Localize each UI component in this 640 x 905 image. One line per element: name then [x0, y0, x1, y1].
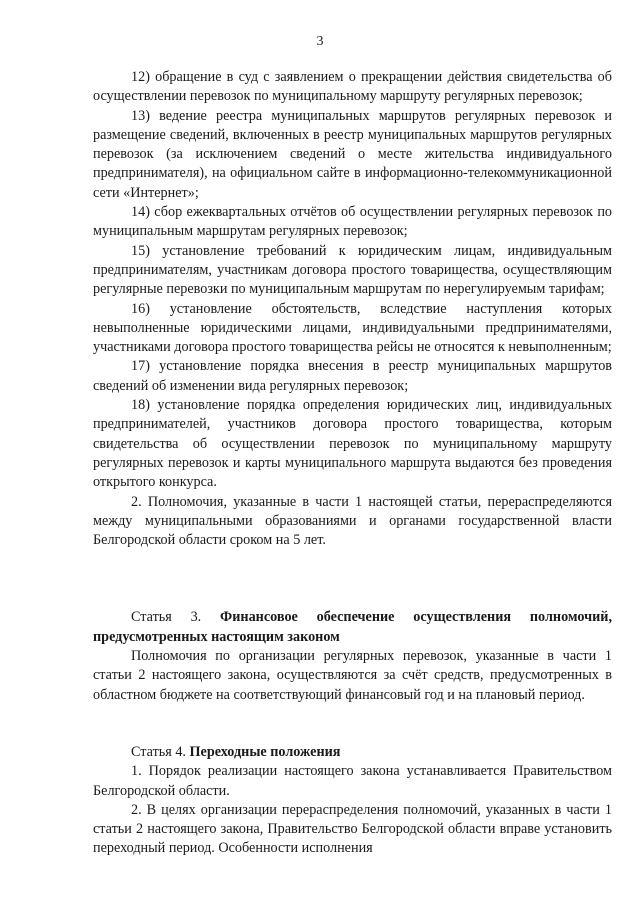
page-number: 3 [316, 34, 324, 49]
list-item-17: 17) установление порядка внесения в реестр муниципальных маршрутов сведений об изменении вида регулярных перевозок; [93, 358, 612, 394]
article-3-text: Полномочия по организации регулярных перевозок, указанные в части 1 статьи 2 настоящего закона, осуществляются за счёт средств, предусмотренных в областном бюджете на соответствующий финансовый год и на плановый период. [93, 648, 612, 703]
list-item-16: 16) установление обстоятельств, вследствие наступления которых невыполненные юридическими лицами, индивидуальными предпринимателями, участниками договора простого товарищества рейсы не относятся к невыполненным; [93, 300, 612, 356]
article-4-paragraph-2: 2. В целях организации перераспределения полномочий, указанных в части 1 статьи 2 настоящего закона, Правительство Белгородской области вправе установить переходный период. Особенности исполнения [93, 801, 612, 857]
list-item-12: 12) обращение в суд с заявлением о прекращении действия свидетельства об осуществлении перевозок по муниципальному маршруту регулярных перевозок; [93, 69, 612, 105]
article-3-heading [93, 608, 612, 647]
article-4-label: Статья 4. [131, 743, 186, 760]
list-item-13: 13) ведение реестра муниципальных маршрутов регулярных перевозок и размещение сведений, включенных в реестр муниципальных маршрутов регулярных перевозок (за исключением сведений о месте жительства индивидуального предпринимателя), на официальном сайте в информационно-телекоммуникационной сети «Интернет»; [93, 107, 612, 201]
list-item-18: 18) установление порядка определения юридических лиц, индивидуальных предпринимателей, участников договора простого товарищества, которым свидетельства об осуществлении перевозок по муниципальному маршруту регулярных перевозок и карты муниципального маршрута выдаются без проведения открытого конкурса. [93, 397, 612, 491]
article-4-paragraph-1: 1. Порядок реализации настоящего закона устанавливается Правительством Белгородской области. [93, 763, 612, 799]
article-3-title: Финансовое обеспечение осуществления полномочий, предусмотренных настоящим законом [93, 609, 613, 645]
article-4-title: Переходные положения [189, 743, 341, 760]
article-4-heading [93, 743, 612, 762]
document-body [93, 68, 612, 859]
list-item-15: 15) установление требований к юридическим лицам, индивидуальным предпринимателям, участникам договора простого товарищества, осуществляющим регулярные перевозки по муниципальным маршрутам по нерегулируемым тарифам; [93, 242, 612, 298]
part-2-paragraph: 2. Полномочия, указанные в части 1 настоящей статьи, перераспределяются между муниципальными образованиями и органами государственной власти Белгородской области сроком на 5 лет. [93, 493, 612, 549]
list-item-14: 14) сбор ежеквартальных отчётов об осуществлении регулярных перевозок по муниципальным маршрутам регулярных перевозок; [93, 204, 612, 240]
article-3-label: Статья 3. [131, 609, 202, 626]
